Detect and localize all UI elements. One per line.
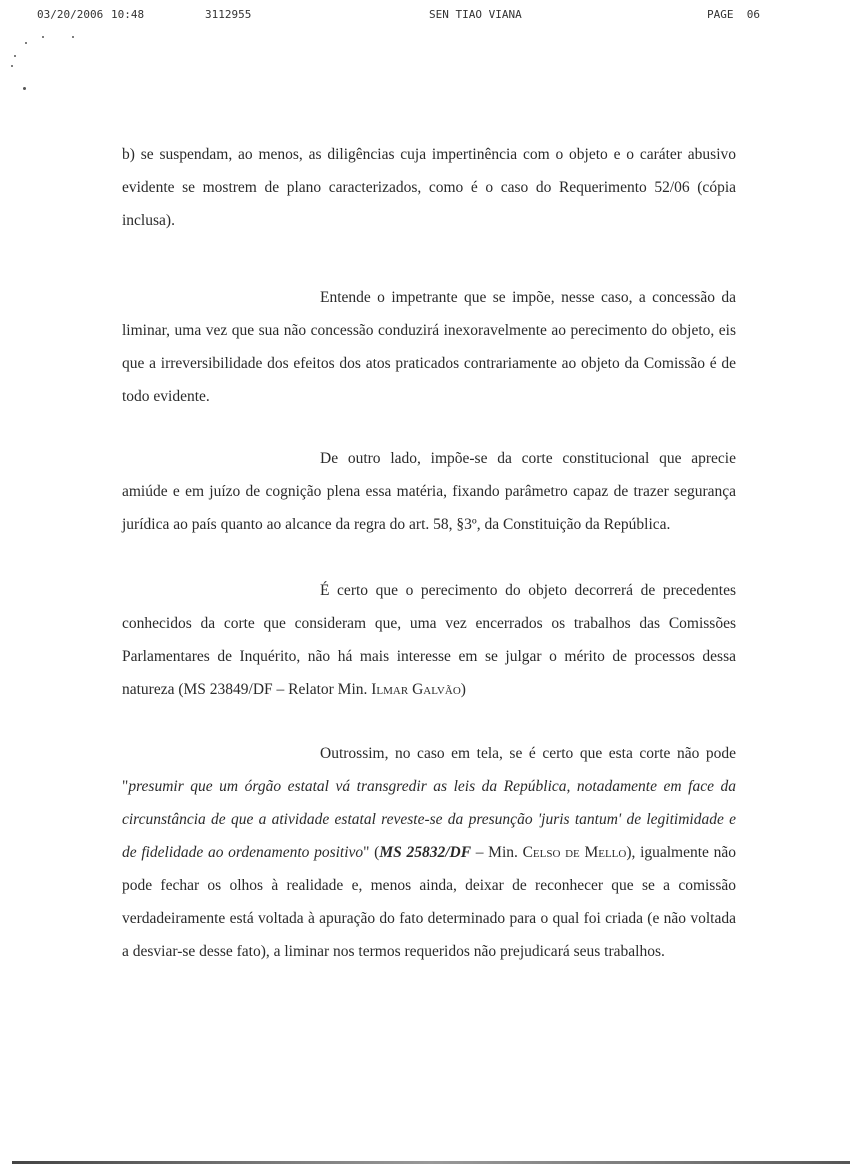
paragraph-b: b) se suspendam, ao menos, as diligências cuja impertinência com o objeto e o caráter abusivo evidente se mostrem de plano caracterizados, como é o caso do Requerimento 52/06 (cópia inclusa). — [122, 146, 736, 229]
minister-name: Celso de Mello — [522, 844, 627, 861]
quote-close: " ( — [363, 844, 380, 861]
fax-page-label: PAGE — [707, 8, 734, 21]
paragraph-text: É certo que o perecimento do objeto decorrerá de precedentes conhecidos da corte que consideram que, uma vez encerrados os trabalhos das Comissões Parlamentares de Inquérito, não há mais interesse em se julgar o mérito de processos dessa natureza (MS 23849/DF – Relator Min. — [122, 582, 736, 698]
paragraph-outrossim — [122, 737, 736, 968]
fax-time: 10:48 — [111, 8, 145, 21]
scan-speck — [25, 42, 27, 44]
fax-sender: SEN TIAO VIANA — [429, 8, 522, 21]
quotation: presumir que um órgão estatal vá transgredir as leis da República, notadamente em face da circunstância de que a atividade estatal reveste-se da presunção 'juris tantum' de legitimidade e de fidelidade ao ordenamento positivo — [122, 778, 736, 861]
fax-date: 03/20/2006 — [37, 8, 104, 21]
scan-speck — [23, 87, 26, 90]
fax-number: 3112955 — [205, 8, 252, 21]
minister-name: Ilmar Galvão — [371, 681, 461, 698]
paragraph-corte-constitucional: De outro lado, impõe-se da corte constitucional que aprecie amiúde e em juízo de cognição plena essa matéria, fixando parâmetro capaz de trazer segurança jurídica ao país quanto ao alcance da regra do art. 58, §3º, da Constituição da República. — [122, 450, 736, 533]
paragraph-text: ), igualmente não pode fechar os olhos à realidade e, menos ainda, deixar de reconhecer que se a comissão verdadeiramente está voltada à apuração do fato determinado para o qual foi criada (e não voltada a desviar-se desse fato), a liminar nos termos requeridos não prejudicará seus trabalhos. — [122, 844, 736, 960]
fax-page — [707, 8, 760, 21]
scan-speck — [11, 65, 13, 67]
paragraph-text: ) — [460, 681, 466, 698]
scan-speck — [14, 55, 16, 57]
scan-speck — [42, 36, 44, 38]
paragraph-liminar: Entende o impetrante que se impõe, nesse caso, a concessão da liminar, uma vez que sua não concessão conduzirá inexoravelmente ao perecimento do objeto, eis que a irreversibilidade dos efeitos dos atos praticados contrariamente ao objeto da Comissão é de todo evidente. — [122, 289, 736, 405]
scan-speck — [72, 36, 74, 38]
paragraph-perecimento — [122, 574, 736, 706]
fax-page-number: 06 — [746, 8, 760, 21]
citation-separator: – Min. — [471, 844, 523, 861]
case-citation: MS 25832/DF — [379, 844, 472, 861]
paragraph-text: Outrossim, no caso em tela, se é certo que esta corte não pode " — [122, 745, 736, 795]
page-bottom-edge — [12, 1161, 850, 1164]
fax-header — [0, 8, 850, 24]
